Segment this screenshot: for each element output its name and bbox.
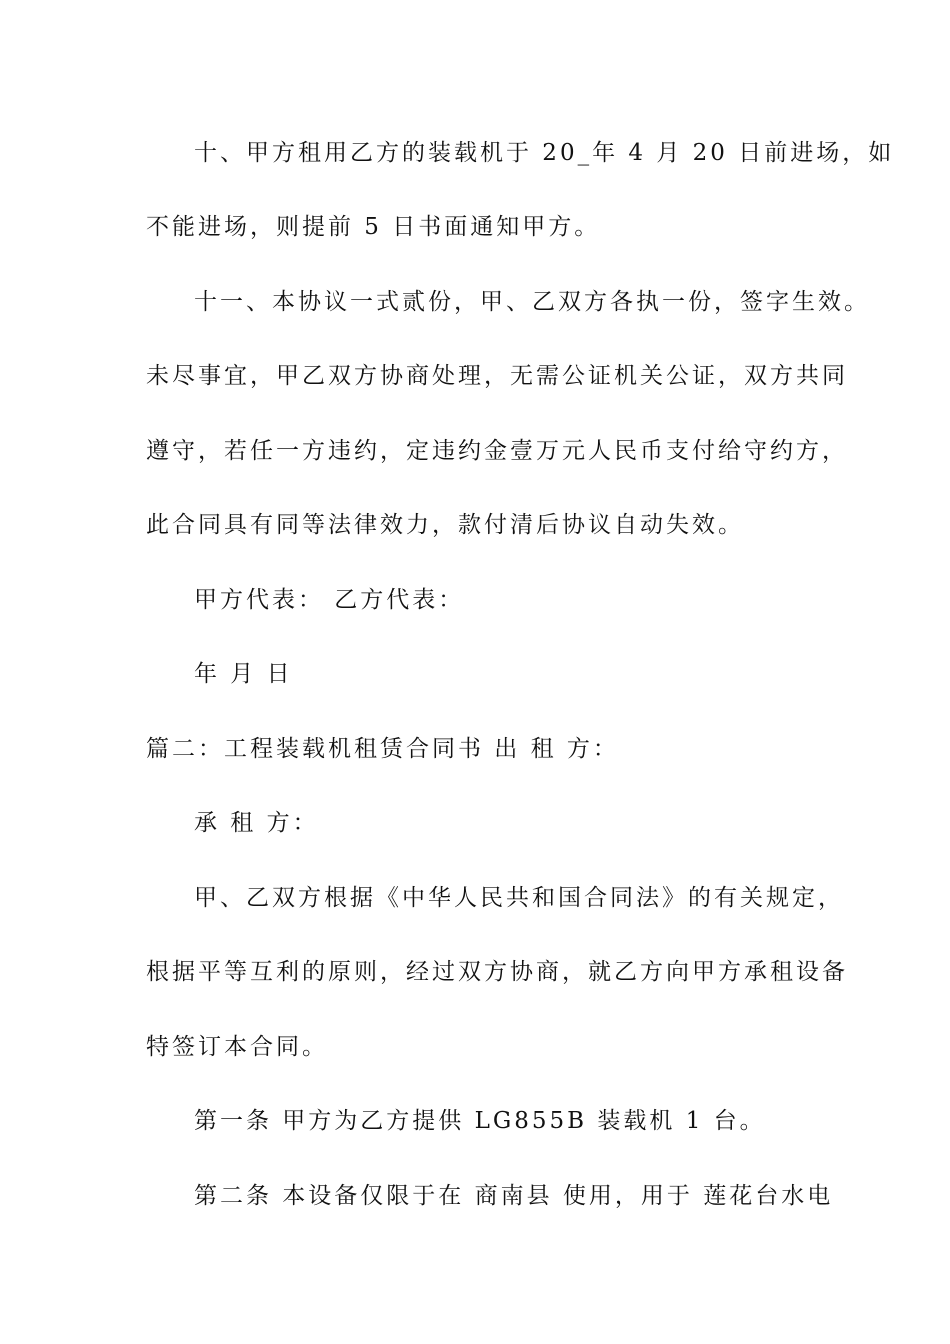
article-1: 第一条 甲方为乙方提供 LG855B 装载机 1 台。 (194, 1108, 766, 1134)
section-2-title: 篇二：工程装载机租赁合同书 出 租 方： (146, 736, 619, 762)
article-2: 第二条 本设备仅限于在 商南县 使用，用于 莲花台水电 (194, 1183, 834, 1209)
clause-11-line-2: 未尽事宜，甲乙双方协商处理，无需公证机关公证，双方共同 (146, 363, 848, 389)
signature-representatives: 甲方代表： 乙方代表： (194, 587, 465, 613)
clause-11-line-3: 遵守，若任一方违约，定违约金壹万元人民币支付给守约方， (146, 438, 848, 464)
signature-date: 年 月 日 (194, 661, 293, 687)
preamble-line-3: 特签订本合同。 (146, 1034, 328, 1060)
preamble-line-1: 甲、乙双方根据《中华人民共和国合同法》的有关规定， (194, 885, 844, 911)
preamble-line-2: 根据平等互利的原则，经过双方协商，就乙方向甲方承租设备 (146, 959, 848, 985)
clause-10-line-2: 不能进场，则提前 5 日书面通知甲方。 (146, 214, 601, 240)
clause-11-line-1: 十一、本协议一式贰份，甲、乙双方各执一份，签字生效。 (194, 289, 870, 315)
clause-11-line-4: 此合同具有同等法律效力，款付清后协议自动失效。 (146, 512, 744, 538)
clause-10-line-1: 十、甲方租用乙方的装载机于 20_年 4 月 20 日前进场，如 (194, 140, 895, 166)
lessee-line: 承 租 方： (194, 810, 319, 836)
